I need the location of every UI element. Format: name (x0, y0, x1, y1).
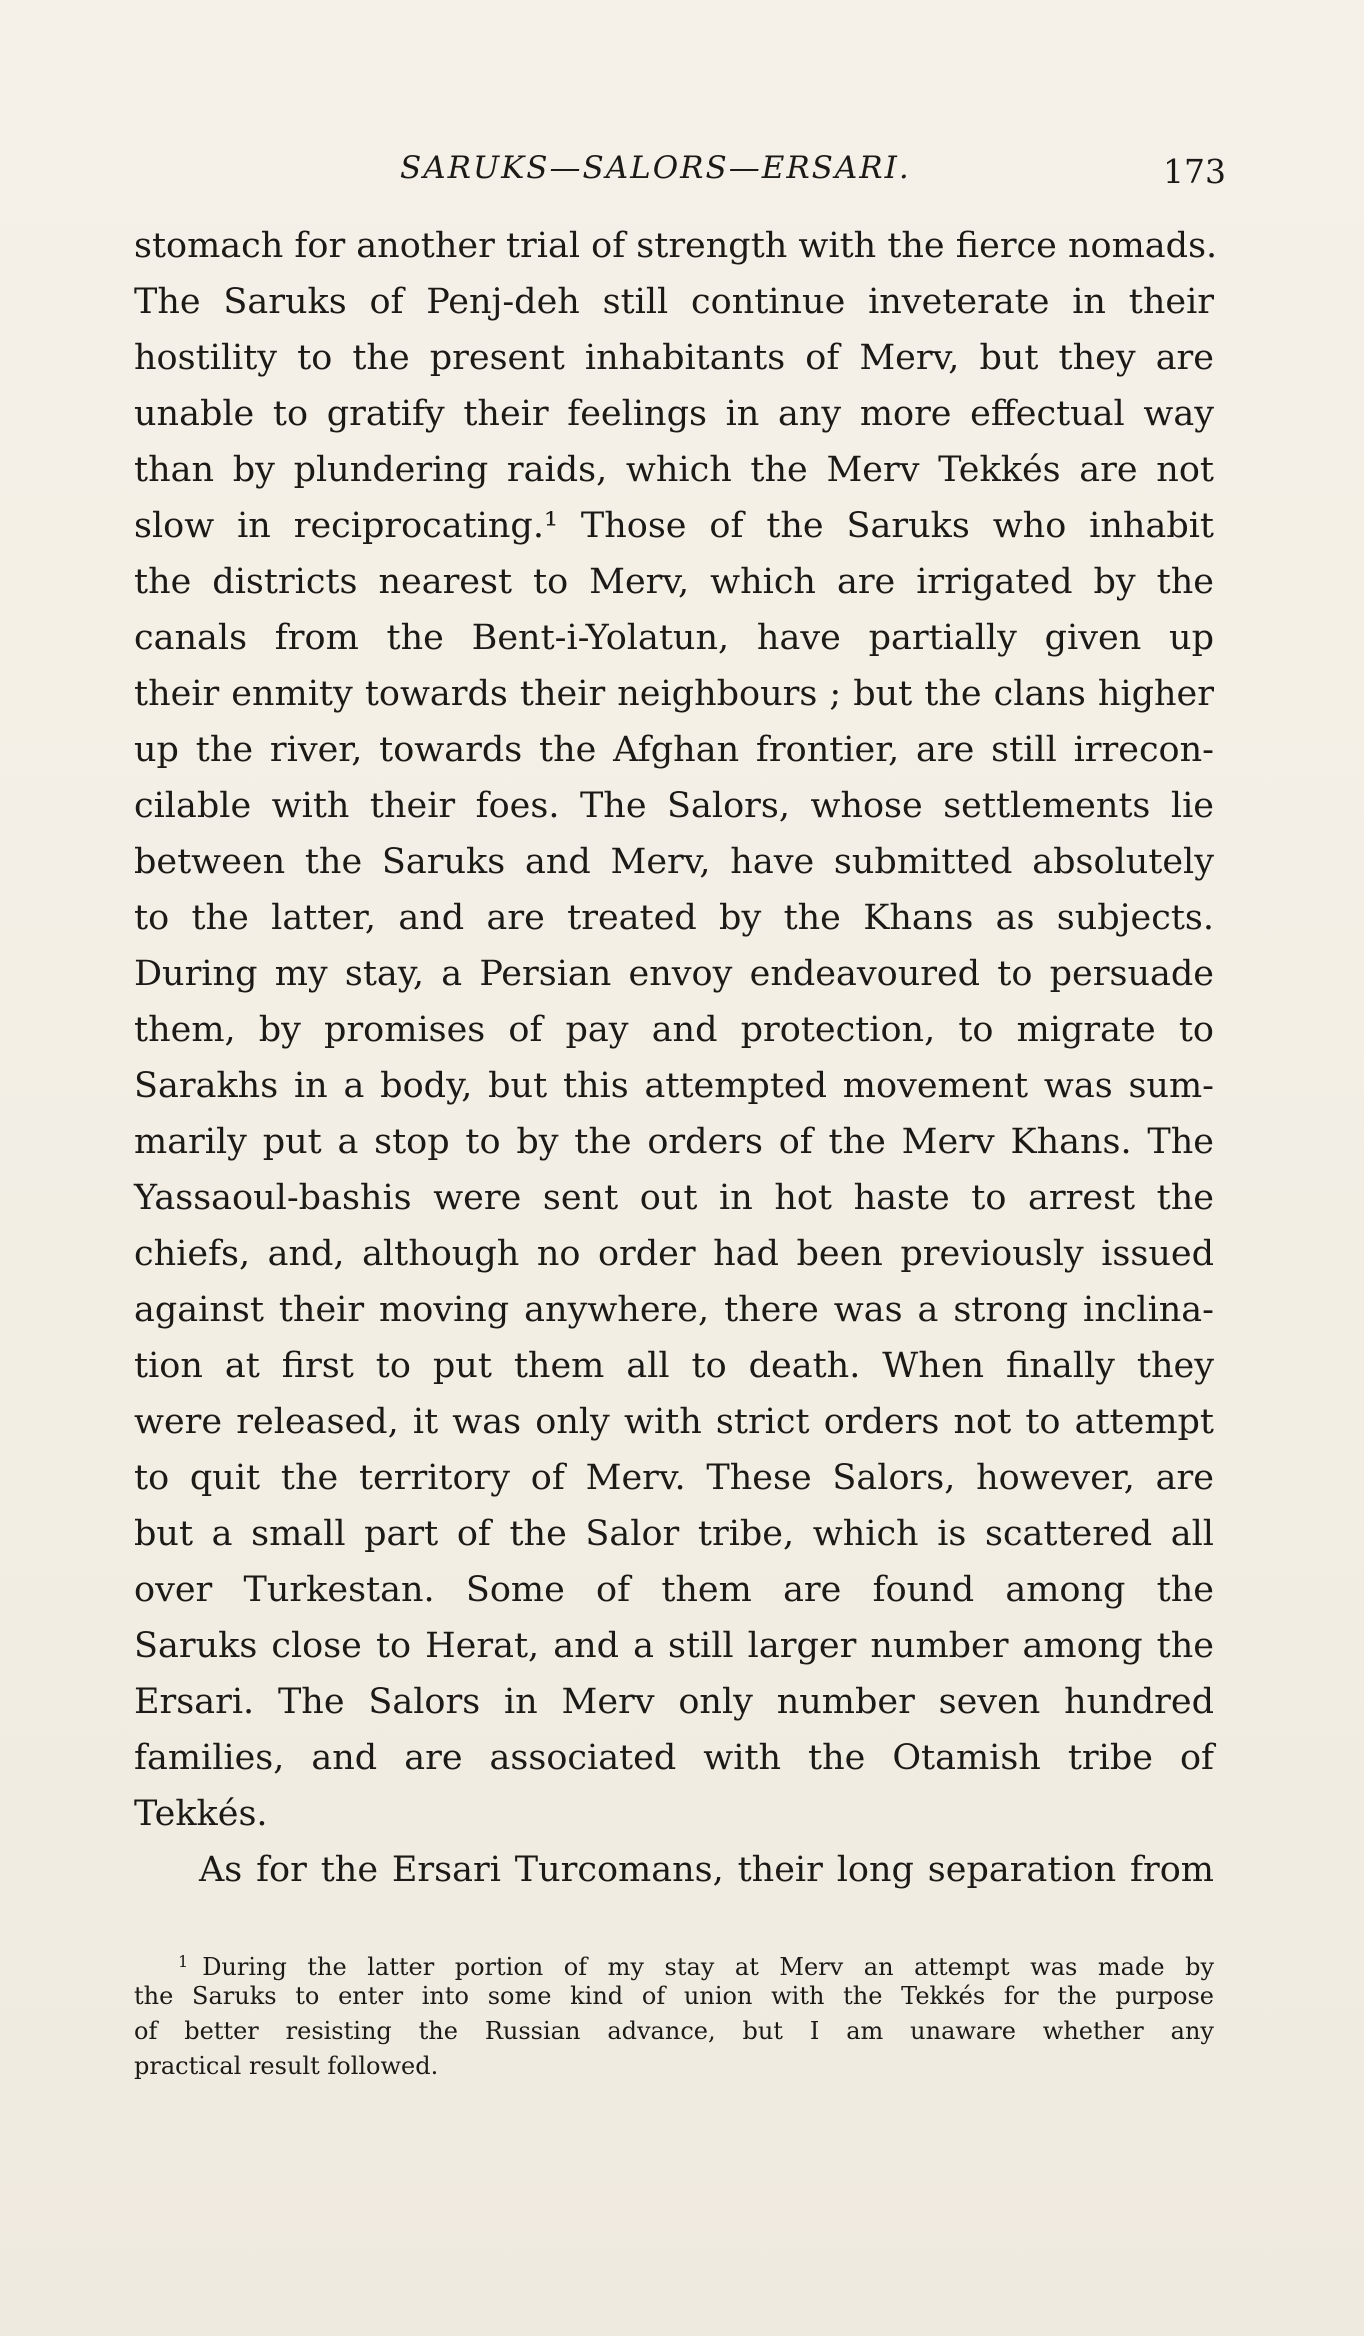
footnote-line: of better resisting the Russian advance, but I am unaware whether any (134, 2017, 1214, 2045)
page-number: 173 (1163, 152, 1226, 191)
footnote (134, 1944, 1214, 2084)
body-line: between the Saruks and Merv, have submitted absolutely (134, 842, 1214, 882)
body-line: the districts nearest to Merv, which are irrigated by the (134, 562, 1214, 602)
footnote-line (134, 1944, 1214, 1979)
body-line: unable to gratify their feelings in any more effectual way (134, 394, 1214, 434)
body-line: over Turkestan. Some of them are found among the (134, 1570, 1214, 1610)
body-line: but a small part of the Salor tribe, which is scattered all (134, 1514, 1214, 1554)
body-line: marily put a stop to by the orders of the Merv Khans. The (134, 1122, 1214, 1162)
body-line: against their moving anywhere, there was a strong inclina- (134, 1290, 1214, 1330)
body-line: up the river, towards the Afghan frontier, are still irrecon- (134, 730, 1214, 770)
body-line: to the latter, and are treated by the Khans as subjects. (134, 898, 1214, 938)
body-line: to quit the territory of Merv. These Salors, however, are (134, 1458, 1214, 1498)
body-line: Yassaoul-bashis were sent out in hot haste to arrest the (134, 1178, 1214, 1218)
body-line: As for the Ersari Turcomans, their long separation from (199, 1850, 1214, 1890)
body-line: Sarakhs in a body, but this attempted movement was sum- (134, 1066, 1214, 1106)
body-line: families, and are associated with the Otamish tribe of (134, 1738, 1214, 1778)
body-line: slow in reciprocating.¹ Those of the Saruks who inhabit (134, 506, 1214, 546)
footnote-line-text: During the latter portion of my stay at Merv an attempt was made by (202, 1953, 1214, 1981)
body-line: chiefs, and, although no order had been previously issued (134, 1234, 1214, 1274)
body-line: During my stay, a Persian envoy endeavoured to persuade (134, 954, 1214, 994)
footnote-marker: 1 (178, 1952, 189, 1971)
body-line: canals from the Bent-i-Yolatun, have partially given up (134, 618, 1214, 658)
body-line: Ersari. The Salors in Merv only number seven hundred (134, 1682, 1214, 1722)
body-line: cilable with their foes. The Salors, whose settlements lie (134, 786, 1214, 826)
body-line: hostility to the present inhabitants of Merv, but they are (134, 338, 1214, 378)
body-line: their enmity towards their neighbours ; but the clans higher (134, 674, 1214, 714)
body-line: tion at first to put them all to death. When finally they (134, 1346, 1214, 1386)
body-line: them, by promises of pay and protection, to migrate to (134, 1010, 1214, 1050)
running-title: SARUKS—SALORS—ERSARI. (400, 150, 911, 186)
body-line: stomach for another trial of strength with the fierce nomads. (134, 226, 1218, 266)
body-text (134, 218, 1218, 1898)
body-line: than by plundering raids, which the Merv Tekkés are not (134, 450, 1214, 490)
footnote-line: practical result followed. (134, 2052, 439, 2080)
body-line: The Saruks of Penj-deh still continue inveterate in their (134, 282, 1214, 322)
body-line: Tekkés. (134, 1794, 268, 1834)
body-line: Saruks close to Herat, and a still larger number among the (134, 1626, 1214, 1666)
footnote-line: the Saruks to enter into some kind of union with the Tekkés for the purpose (134, 1982, 1214, 2010)
body-line: were released, it was only with strict orders not to attempt (134, 1402, 1214, 1442)
